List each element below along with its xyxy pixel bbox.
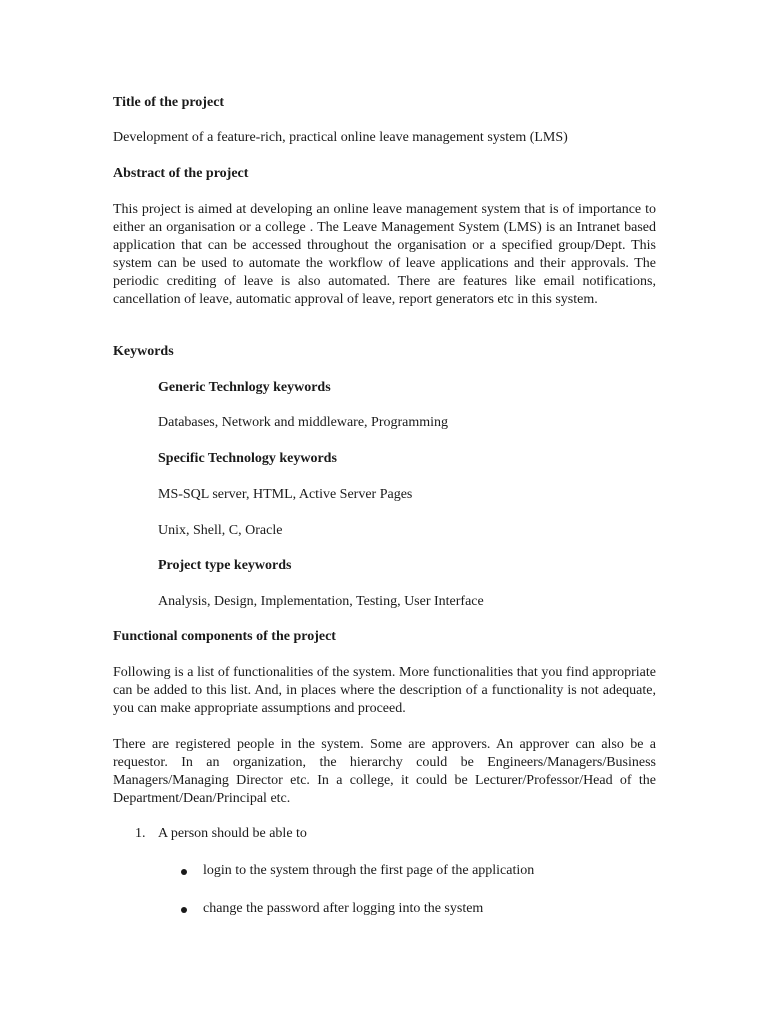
bullet-item: change the password after logging into the system	[203, 901, 484, 916]
project-type-keywords-heading: Project type keywords	[158, 558, 292, 573]
functional-components-heading: Functional components of the project	[113, 629, 336, 644]
generic-keywords-heading: Generic Technlogy keywords	[158, 380, 331, 395]
functional-paragraph-1: Following is a list of functionalities of the system. More functionalities that you find appropriate can be added to this list. And, in places where the description of a functionality is not adequate, you can make appropriate assumptions and proceed.	[113, 665, 656, 716]
keywords-heading: Keywords	[113, 344, 174, 359]
specific-keywords-text-2: Unix, Shell, C, Oracle	[158, 523, 283, 538]
project-type-keywords-text: Analysis, Design, Implementation, Testing, User Interface	[158, 594, 484, 609]
bullet-icon	[181, 869, 187, 875]
title-text: Development of a feature-rich, practical online leave management system (LMS)	[113, 130, 568, 145]
list-item-text: A person should be able to	[158, 826, 307, 841]
specific-keywords-text-1: MS-SQL server, HTML, Active Server Pages	[158, 487, 413, 502]
list-number: 1.	[135, 826, 146, 841]
specific-keywords-heading: Specific Technology keywords	[158, 451, 337, 466]
abstract-paragraph: This project is aimed at developing an online leave management system that is of importance to either an organisation or a college . The Leave Management System (LMS) is an Intranet based application that can be accessed throughout the organisation or a specified group/Dept. This system can be used to automate the workflow of leave applications and their approvals. The periodic crediting of leave is also automated. There are features like email notifications, cancellation of leave, automatic approval of leave, report generators etc in this system.	[113, 202, 656, 307]
bullet-icon	[181, 907, 187, 913]
generic-keywords-text: Databases, Network and middleware, Programming	[158, 415, 449, 430]
title-heading: Title of the project	[113, 95, 225, 110]
abstract-heading: Abstract of the project	[113, 166, 249, 181]
functional-paragraph-2: There are registered people in the system. Some are approvers. An approver can also be a requestor. In an organization, the hierarchy could be Engineers/Managers/Business Managers/Managing Director etc. In a college, it could be Lecturer/Professor/Head of the Department/Dean/Principal etc.	[113, 737, 656, 806]
bullet-item: login to the system through the first page of the application	[203, 863, 535, 878]
